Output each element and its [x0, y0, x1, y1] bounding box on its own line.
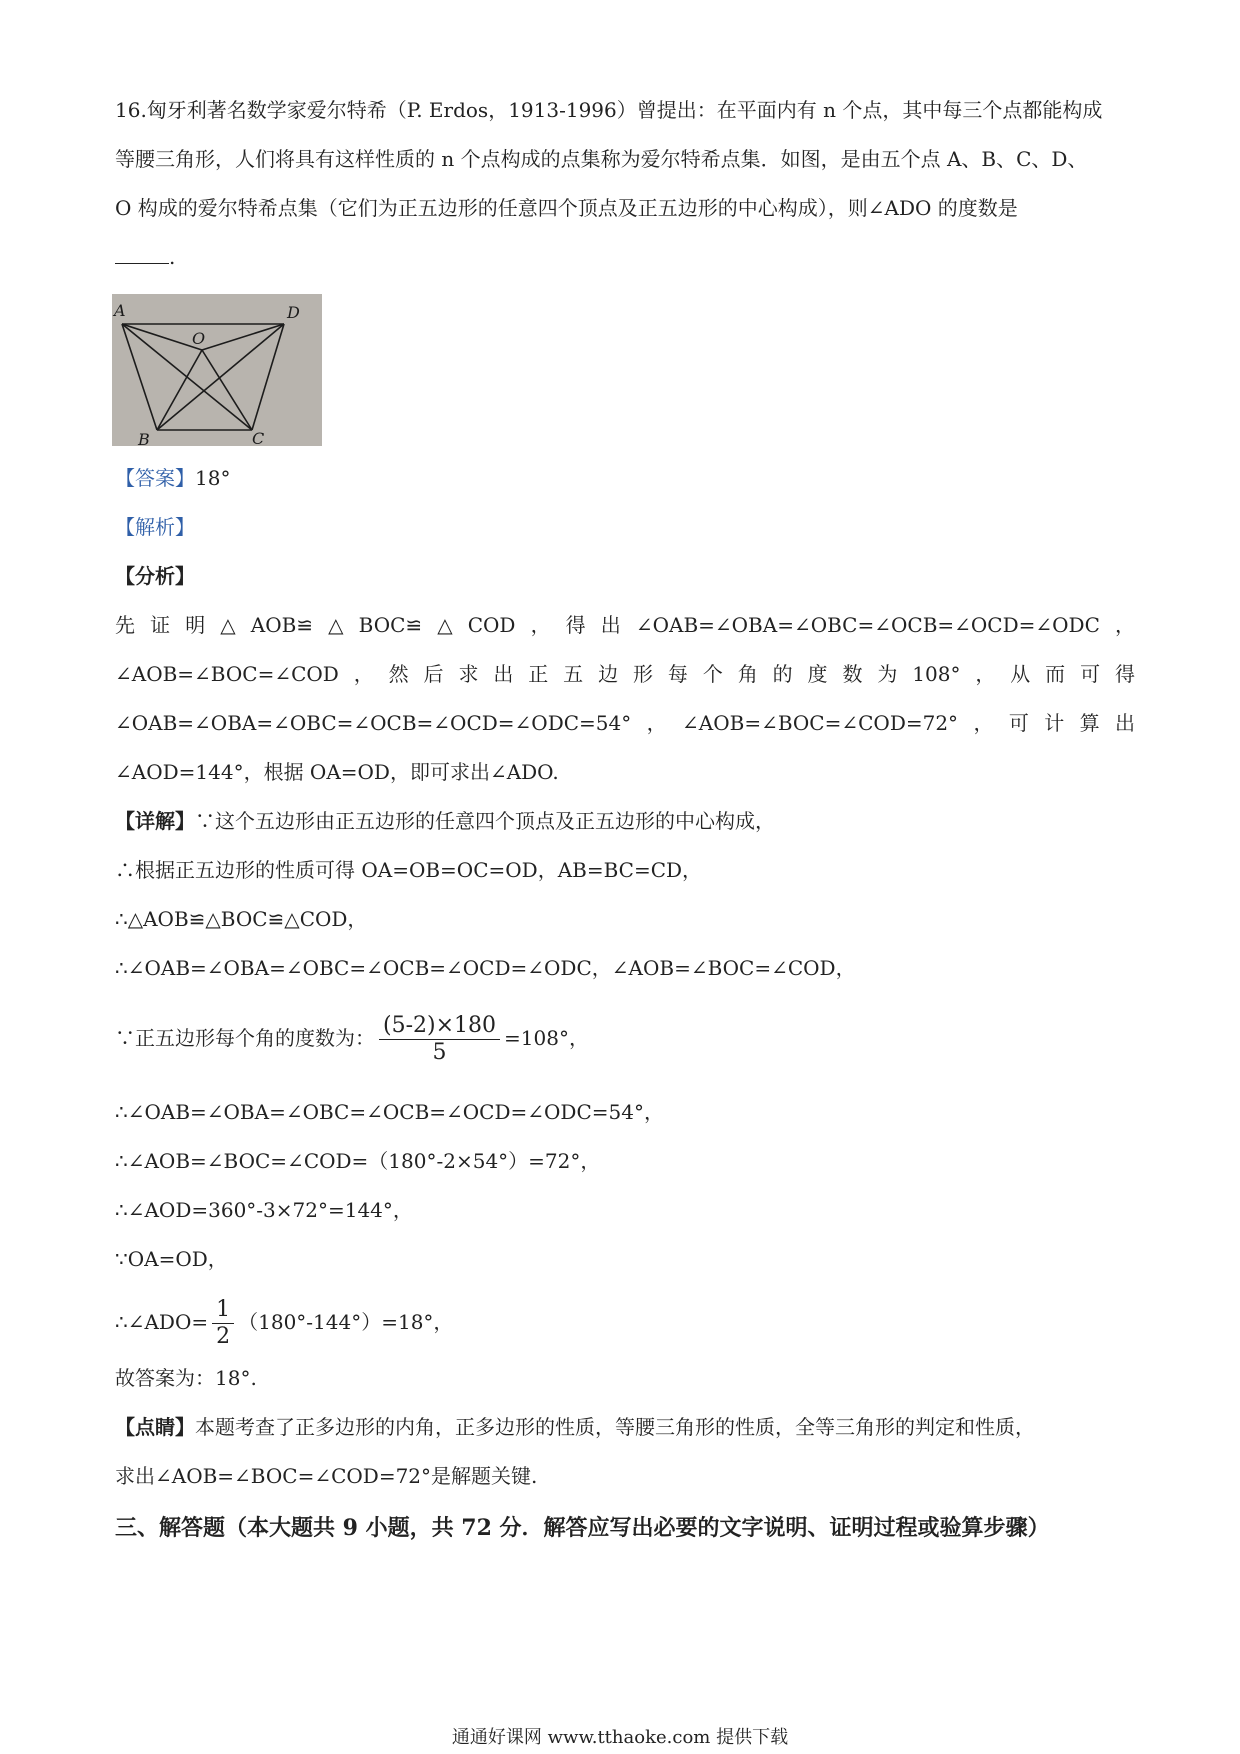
question-line-4-end: . [169, 245, 176, 269]
question-line-4 [115, 243, 1135, 271]
segment-OC [202, 350, 252, 430]
label-B: B [138, 430, 150, 446]
segment-OD [202, 324, 284, 350]
question-line-2: 等腰三角形，人们将具有这样性质的 n 个点构成的点集称为爱尔特希点集．如图，是由五个点 A、B、C、D、 [115, 147, 1088, 171]
detail-line-9: ∵OA=OD， [115, 1247, 228, 1271]
dianjing-text-1: 本题考查了正多边形的内角，正多边形的性质，等腰三角形的性质，全等三角形的判定和性质， [195, 1415, 1035, 1439]
fenxi-line-1: 先证明△AOB≌△BOC≌△COD，得出∠OAB=∠OBA=∠OBC=∠OCB=∠OCD=∠ODC， [115, 613, 1135, 637]
answer-blank [115, 245, 169, 264]
page-footer: 通通好课网 www.tthaoke.com 提供下载 [451, 1727, 789, 1748]
fenxi-line-3: ∠OAB=∠OBA=∠OBC=∠OCB=∠OCD=∠ODC=54°，∠AOB=∠BOC=∠COD=72°，可计算出 [115, 711, 1135, 735]
segment-OB [157, 350, 202, 430]
edge-AB [122, 324, 157, 430]
detail-line-4: ∴∠OAB=∠OBA=∠OBC=∠OCB=∠OCD=∠ODC，∠AOB=∠BOC=∠COD， [115, 956, 856, 980]
detail-line-10 [115, 1294, 1135, 1350]
pentagon-figure [112, 294, 322, 446]
erdos-point-set-diagram [112, 294, 322, 446]
detail-line-6: ∴∠OAB=∠OBA=∠OBC=∠OCB=∠OCD=∠ODC=54°， [115, 1100, 664, 1124]
detail-text-5-pre: ∵正五边形每个角的度数为： [115, 1026, 375, 1050]
detail-text-1: ∵这个五边形由正五边形的任意四个顶点及正五边形的中心构成， [195, 809, 775, 833]
label-A: A [114, 301, 126, 320]
edge-DC [252, 324, 284, 430]
section-heading: 三、解答题（本大题共 9 小题，共 72 分．解答应写出必要的文字说明、证明过程或验算步骤） [115, 1515, 1050, 1541]
detail-text-10-pre: ∴∠ADO= [115, 1310, 209, 1334]
segment-OA [122, 324, 202, 350]
answer-tag: 【答案】 [115, 466, 195, 490]
fenxi-line-4: ∠AOD=144°，根据 OA=OD，即可求出∠ADO. [115, 760, 559, 784]
fenxi-tag: 【分析】 [115, 564, 195, 588]
analysis-tag: 【解析】 [115, 515, 195, 539]
label-C: C [252, 429, 265, 446]
question-line-1: 16.匈牙利著名数学家爱尔特希（P. Erdos，1913-1996）曾提出：在平面内有 n 个点，其中每三个点都能构成 [115, 98, 1103, 122]
label-O: O [192, 329, 206, 348]
question-line-3: O 构成的爱尔特希点集（它们为正五边形的任意四个顶点及正五边形的中心构成），则∠ADO 的度数是 [115, 196, 1018, 220]
fraction-numerator: (5-2)×180 [379, 1013, 500, 1040]
fenxi-line-2: ∠AOB=∠BOC=∠COD，然后求出正五边形每个角的度数为108°，从而可得 [115, 662, 1135, 686]
detail-text-5-post: =108°， [504, 1026, 589, 1050]
answer-line [115, 464, 1135, 492]
detail-line-5 [115, 1010, 1135, 1066]
dianjing-tag: 【点睛】 [115, 1415, 195, 1439]
fraction-half-numerator: 1 [212, 1297, 234, 1324]
detail-line-7: ∴∠AOB=∠BOC=∠COD=（180°-2×54°）=72°， [115, 1149, 601, 1173]
detail-line-8: ∴∠AOD=360°-3×72°=144°， [115, 1198, 413, 1222]
fraction-interior-angle [379, 1013, 500, 1066]
detail-line-11: 故答案为：18°. [115, 1366, 257, 1390]
dianjing-line-2: 求出∠AOB=∠BOC=∠COD=72°是解题关键. [115, 1464, 538, 1488]
fraction-one-half [212, 1297, 234, 1350]
fraction-half-denominator: 2 [216, 1324, 231, 1349]
diagonal-DB [157, 324, 284, 430]
detail-text-10-post: （180°-144°）=18°， [238, 1310, 454, 1334]
fraction-denominator: 5 [432, 1040, 447, 1065]
detail-tag: 【详解】 [115, 809, 195, 833]
detail-line-2: ∴根据正五边形的性质可得 OA=OB=OC=OD，AB=BC=CD， [115, 858, 703, 882]
detail-line-1 [115, 807, 1135, 835]
answer-value: 18° [195, 466, 231, 490]
detail-line-3: ∴△AOB≌△BOC≌△COD， [115, 907, 368, 931]
dianjing-line-1 [115, 1413, 1135, 1441]
label-D: D [287, 303, 300, 322]
